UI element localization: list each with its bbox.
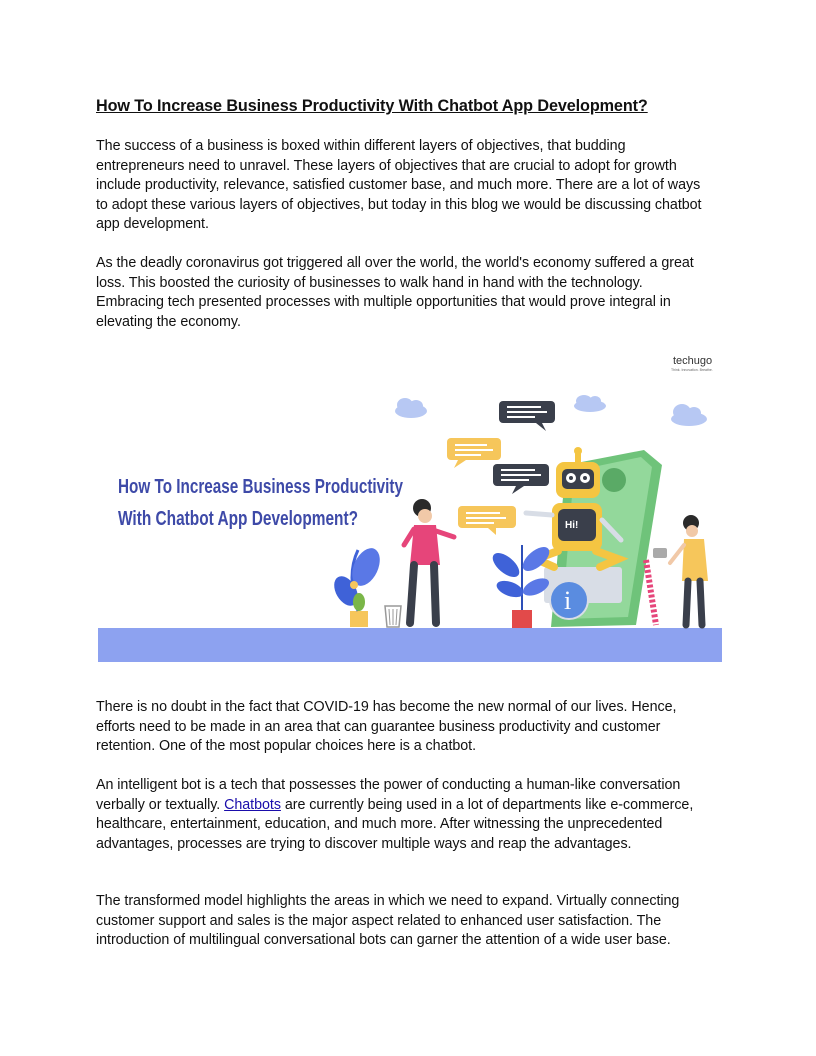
hero-illustration-svg	[96, 345, 724, 663]
logo-tagline: Think. Innovation. Breathe.	[671, 368, 713, 372]
paragraph-coronavirus: As the deadly coronavirus got triggered all over the world, the world's economy suffered a great loss. This boosted the curiosity of businesses to walk hand in hand with the technology. Embracing tech presented processes with multiple opportunities that would prove integral in elevating the economy.	[96, 255, 694, 330]
chat-bubble-dark	[493, 464, 549, 494]
floor-band	[98, 628, 722, 662]
person-figure	[646, 515, 708, 625]
robot-badge: Hi!	[565, 520, 579, 531]
paragraph-text: An intelligent bot is a tech that possesses the power of conducting a human-like conversation verbally or textually.	[96, 777, 681, 813]
woman-figure	[404, 499, 454, 623]
chatbots-link[interactable]: Chatbots	[224, 796, 281, 813]
paragraph-intro: The success of a business is boxed within different layers of objectives, that budding entrepreneurs need to unravel. These layers of objectives that are crucial to adopt for growth include productivity, relevance, satisfied customer base, and much more. There are a lot of ways to adopt these various layers of objectives, but today in this blog we would be discussing chatbot app development.	[96, 138, 702, 233]
trash-bin-icon	[385, 606, 401, 627]
cloud-icon	[574, 395, 606, 412]
plant-icon	[489, 543, 554, 628]
cloud-icon	[395, 398, 427, 418]
paragraph-transformed-model: The transformed model highlights the areas in which we need to expand. Virtually connecting customer support and sales is the major aspect related to enhanced user satisfaction. The introduction of multilingual conversational bots can garner the attention of a wide user base.	[96, 893, 680, 949]
hero-title-line1: How To Increase Business Productivity	[118, 475, 404, 498]
plant-icon	[329, 544, 385, 627]
hero-illustration	[96, 345, 724, 663]
chat-bubble-yellow	[447, 438, 501, 468]
cloud-icon	[671, 404, 707, 426]
article-title: How To Increase Business Productivity With Chatbot App Development?	[96, 97, 648, 115]
svg-text:i: i	[564, 586, 572, 615]
paragraph-text: are currently being used in a lot of departments like e-commerce, healthcare, entertainment, education, and much more. After witnessing the unprecedented advantages, processes are trying to discover multiple ways and reap the advantages.	[96, 796, 694, 852]
techugo-logo	[671, 355, 713, 372]
chat-bubble-yellow	[458, 506, 516, 535]
paragraph-covid-normal: There is no doubt in the fact that COVID-19 has become the new normal of our lives. Hence, efforts need to be made in an area that can guarantee business productivity and customer retention. One of the most popular choices here is a chatbot.	[96, 699, 677, 755]
paragraph-intelligent-bot	[96, 776, 712, 854]
chat-bubble-dark	[499, 401, 555, 431]
logo-text: techugo	[673, 355, 713, 367]
hero-title-line2: With Chatbot App Development?	[118, 507, 358, 530]
